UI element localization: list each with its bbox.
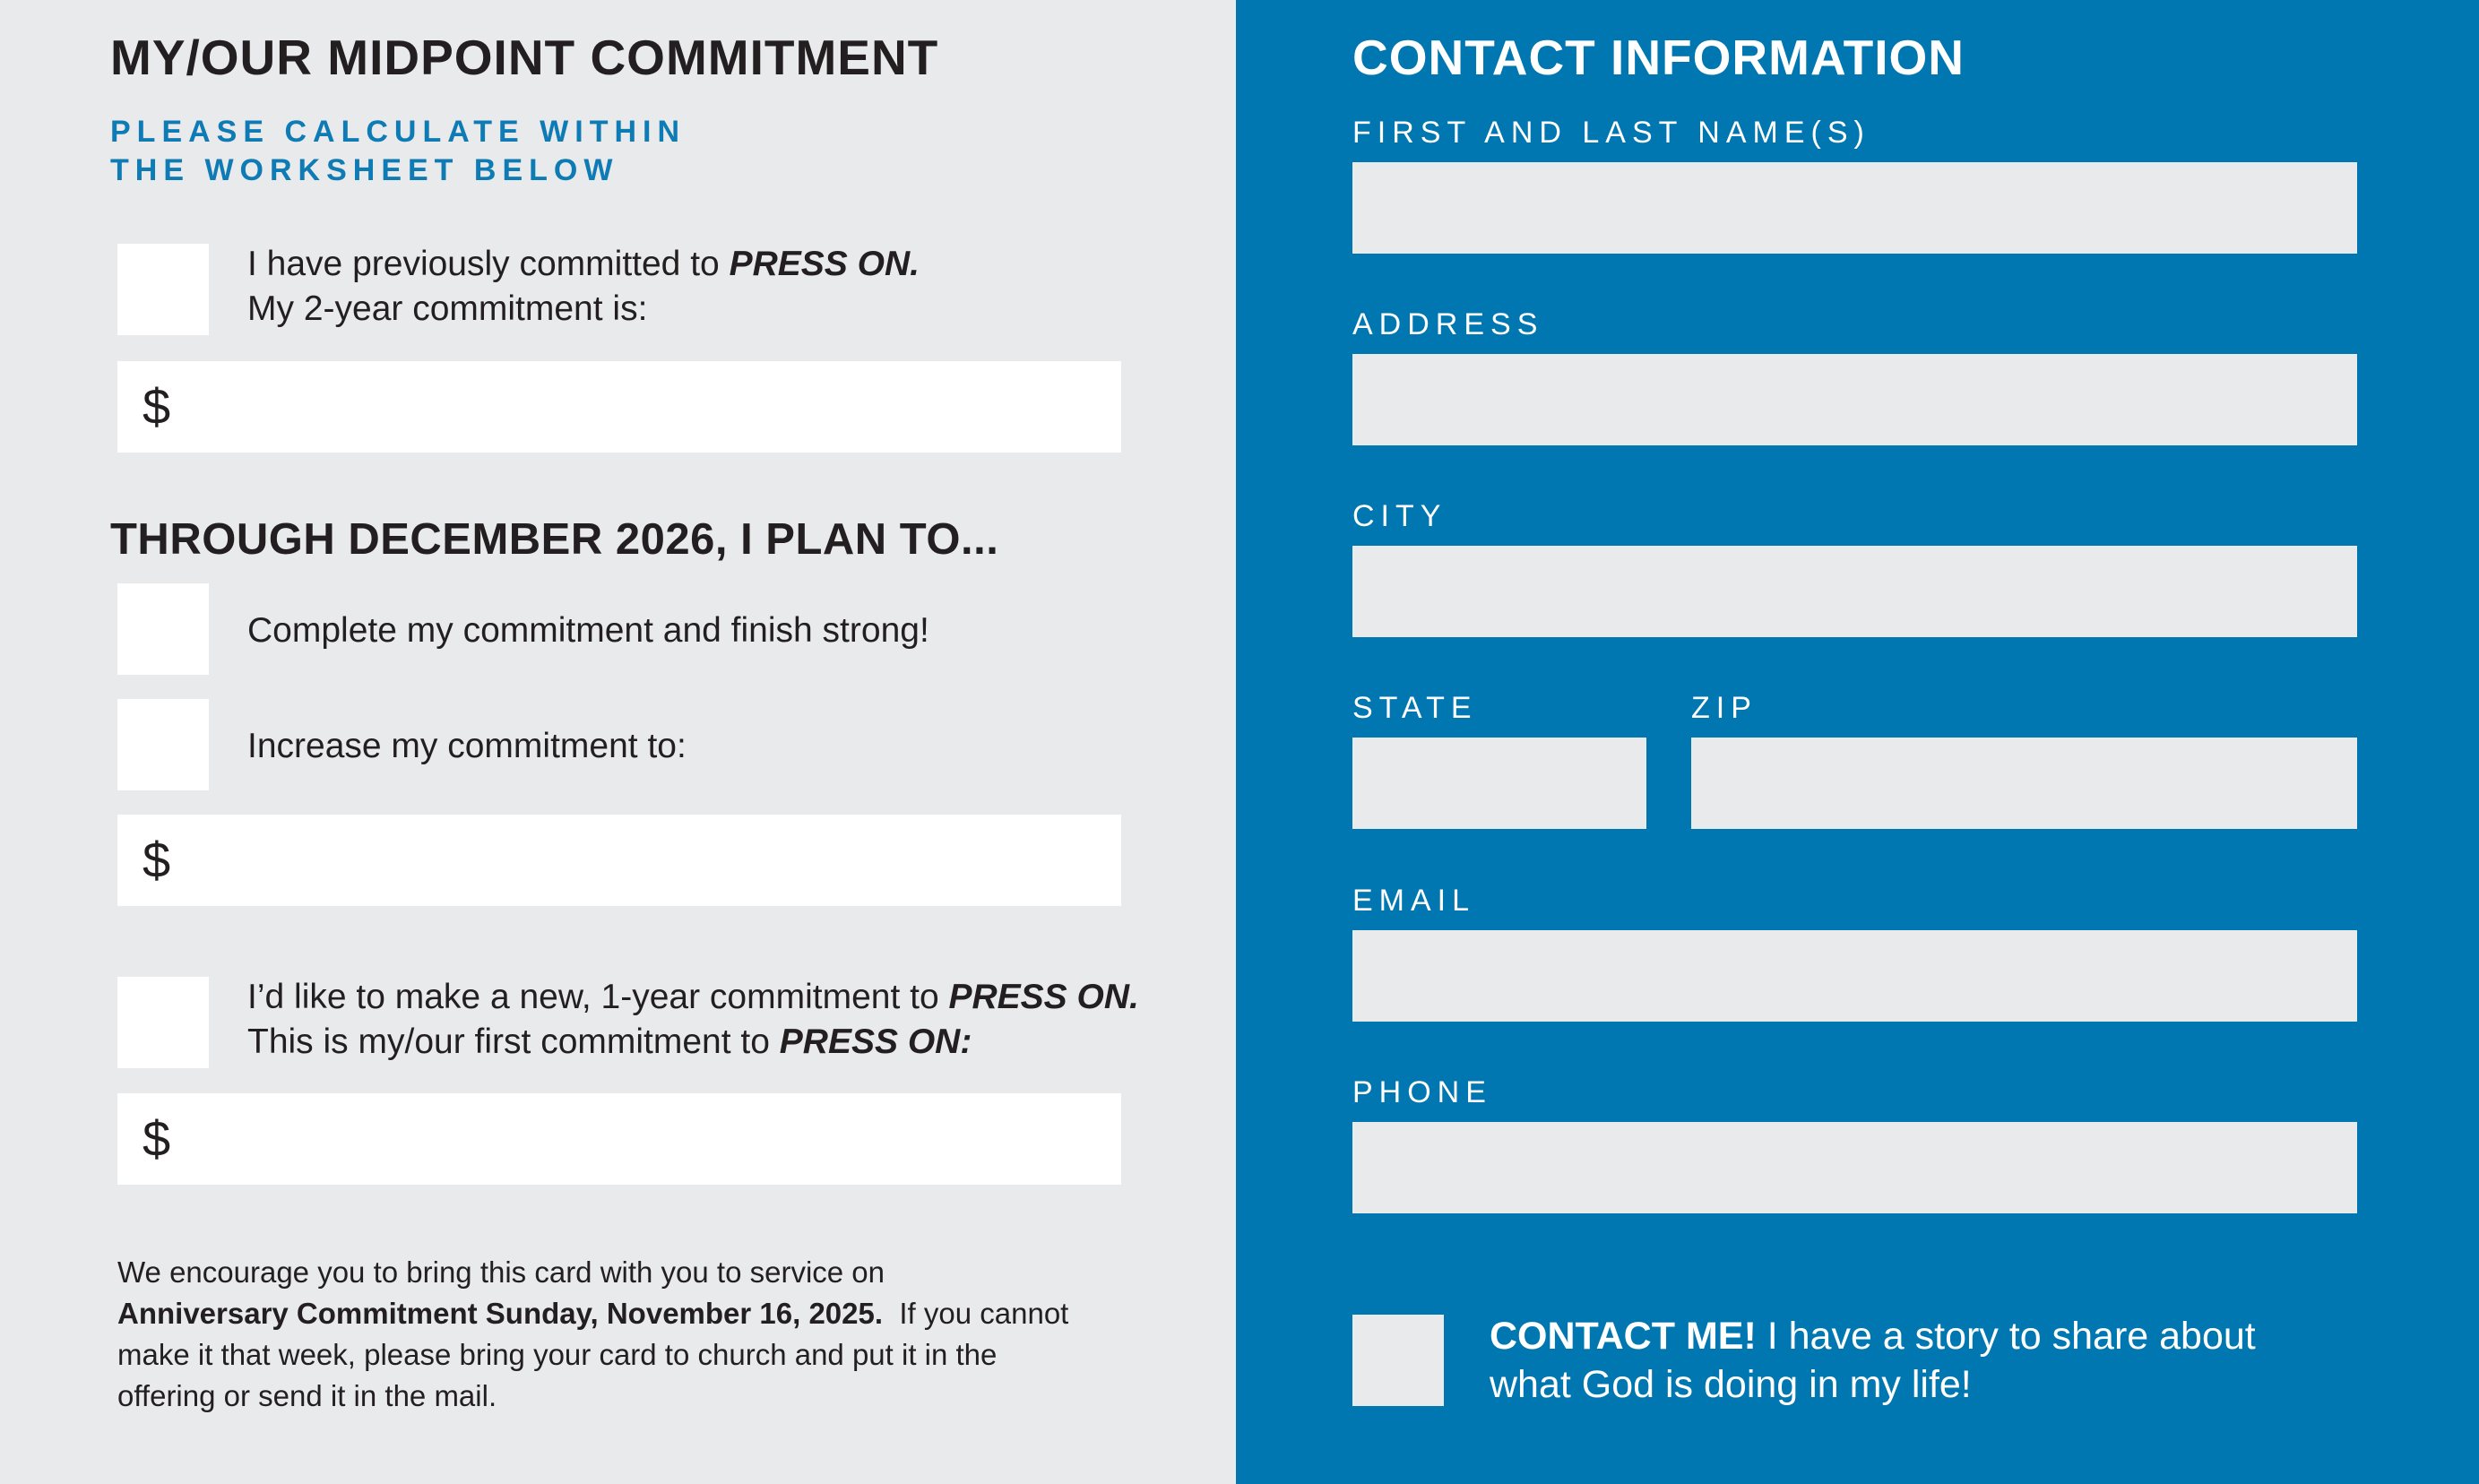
contact-information-panel [1236,0,2479,1484]
new-commitment-text [247,975,1139,1065]
previous-commitment-text-b: My 2-year commitment is: [247,289,648,328]
plan-heading: THROUGH DECEMBER 2026, I PLAN TO... [110,515,999,564]
state-field[interactable] [1352,738,1646,829]
footnote-line-2: If you cannot [883,1297,1069,1330]
address-field[interactable] [1352,354,2357,445]
state-label: STATE [1352,691,1478,725]
new-commitment-amount-field[interactable] [117,1093,1121,1185]
contact-me-text-a: I have a story to share about [1756,1315,2256,1358]
contact-me-emphasis: CONTACT ME! [1490,1315,1757,1358]
press-on-brand: PRESS ON. [948,978,1139,1016]
worksheet-instruction [110,113,686,190]
increase-commitment-checkbox[interactable] [117,699,209,790]
email-field[interactable] [1352,930,2357,1022]
worksheet-instruction-line-1: PLEASE CALCULATE WITHIN [110,115,687,149]
worksheet-instruction-line-2: THE WORKSHEET BELOW [110,153,619,187]
zip-field[interactable] [1691,738,2357,829]
previous-commitment-text [247,242,920,332]
zip-label: ZIP [1691,691,1758,725]
dollar-sign: $ [143,832,171,888]
footnote-line-4: offering or send it in the mail. [117,1379,497,1412]
city-field[interactable] [1352,546,2357,637]
contact-me-checkbox[interactable] [1352,1315,1444,1406]
footnote-line-3: make it that week, please bring your card to church and put it in the [117,1338,998,1371]
name-label: FIRST AND LAST NAME(S) [1352,116,1870,150]
new-commitment-text-b: This is my/our first commitment to [247,1022,780,1061]
dollar-sign: $ [143,1110,171,1167]
footnote-line-1: We encourage you to bring this card with you to service on [117,1255,885,1289]
press-on-brand: PRESS ON: [779,1022,972,1061]
increase-commitment-label: Increase my commitment to: [247,727,687,765]
email-label: EMAIL [1352,884,1476,918]
complete-commitment-label: Complete my commitment and finish strong! [247,611,929,650]
dollar-sign: $ [143,378,171,435]
contact-title: CONTACT INFORMATION [1352,30,1965,85]
phone-label: PHONE [1352,1075,1492,1109]
increase-amount-field[interactable] [117,815,1121,906]
footnote [117,1252,1068,1417]
complete-commitment-checkbox[interactable] [117,583,209,675]
phone-field[interactable] [1352,1122,2357,1213]
new-commitment-text-a: I’d like to make a new, 1-year commitment to [247,978,949,1016]
midpoint-commitment-panel [0,0,1236,1484]
commitment-title: MY/OUR MIDPOINT COMMITMENT [110,30,939,85]
press-on-brand: PRESS ON. [729,245,920,283]
new-commitment-checkbox[interactable] [117,977,209,1068]
name-field[interactable] [1352,162,2357,254]
footnote-event: Anniversary Commitment Sunday, November 16, 2025. [117,1297,884,1330]
contact-me-text [1490,1312,2256,1409]
city-label: CITY [1352,499,1447,533]
contact-me-text-b: what God is doing in my life! [1490,1363,1972,1406]
previous-commitment-text-a: I have previously committed to [247,245,730,283]
previous-commitment-checkbox[interactable] [117,244,209,335]
two-year-amount-field[interactable] [117,361,1121,453]
address-label: ADDRESS [1352,307,1544,341]
